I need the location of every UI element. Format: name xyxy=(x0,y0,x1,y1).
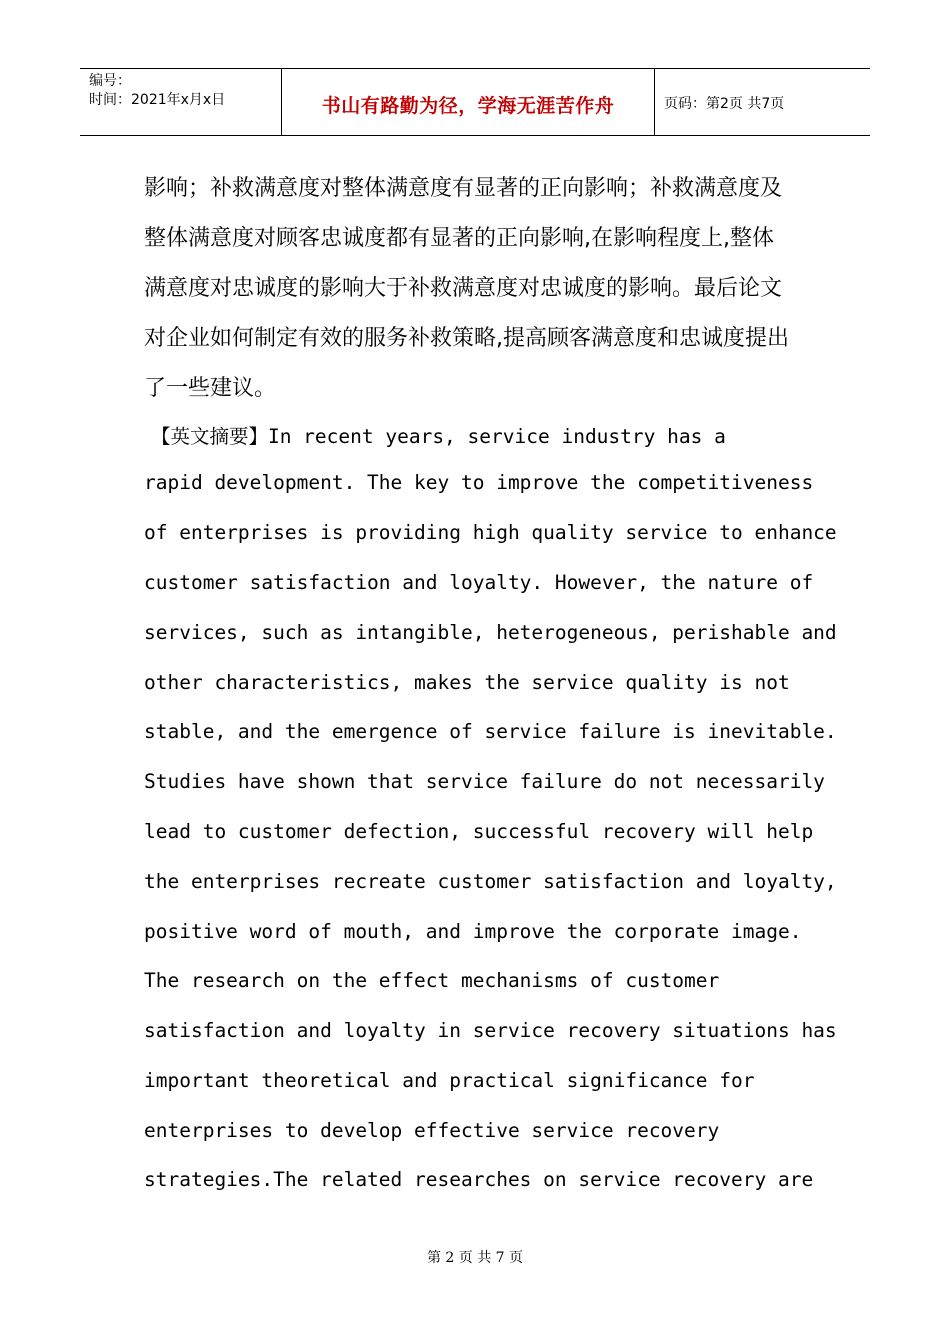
en-abstract-line: positive word of mouth, and improve the corporate image. xyxy=(144,920,802,943)
cn-abstract-line: 影响；补救满意度对整体满意度有显著的正向影响；补救满意度及 xyxy=(144,176,783,201)
header-page-cell xyxy=(655,69,870,135)
header-motto-cell xyxy=(282,69,655,135)
document-time-label: 时间：2021年x月x日 xyxy=(89,92,226,108)
en-abstract-line: customer satisfaction and loyalty. However, the nature of xyxy=(144,571,814,594)
en-abstract-line: other characteristics, makes the service quality is not xyxy=(144,671,790,694)
en-abstract-line: enterprises to develop effective service recovery xyxy=(144,1119,720,1142)
cn-abstract-line: 满意度对忠诚度的影响大于补救满意度对忠诚度的影响。最后论文 xyxy=(144,276,783,301)
header-motto: 书山有路勤为径，学海无涯苦作舟 xyxy=(321,95,615,117)
cn-abstract-line: 了一些建议。 xyxy=(144,376,277,401)
en-abstract-line: rapid development. The key to improve the competitiveness xyxy=(144,471,814,494)
en-abstract-line: lead to customer defection, successful recovery will help xyxy=(144,820,814,843)
en-abstract-line: of enterprises is providing high quality service to enhance xyxy=(144,521,837,544)
en-abstract-line: the enterprises recreate customer satisfaction and loyalty, xyxy=(144,870,837,893)
cn-abstract-line: 整体满意度对顾客忠诚度都有显著的正向影响,在影响程度上,整体 xyxy=(144,226,774,251)
en-abstract-line: important theoretical and practical significance for xyxy=(144,1069,755,1092)
document-number-label: 编号： xyxy=(89,73,131,89)
en-abstract-line: satisfaction and loyalty in service recovery situations has xyxy=(144,1019,837,1042)
en-abstract-line: 【英文摘要】In recent years, service industry has a xyxy=(104,425,726,448)
en-abstract-line: services, such as intangible, heterogeneous, perishable and xyxy=(144,621,837,644)
header-page-info: 页码：第2页 共7页 xyxy=(664,96,785,112)
page-header xyxy=(80,68,870,136)
en-abstract-line: strategies.The related researches on service recovery are xyxy=(144,1168,814,1191)
cn-abstract-line: 对企业如何制定有效的服务补救策略,提高顾客满意度和忠诚度提出 xyxy=(144,326,789,351)
header-meta-cell xyxy=(80,69,282,135)
page-footer: 第 2 页 共 7 页 xyxy=(426,1250,524,1266)
en-abstract-line: stable, and the emergence of service failure is inevitable. xyxy=(144,720,837,743)
en-abstract-line: The research on the effect mechanisms of customer xyxy=(144,969,720,992)
en-abstract-line: Studies have shown that service failure do not necessarily xyxy=(144,770,825,793)
